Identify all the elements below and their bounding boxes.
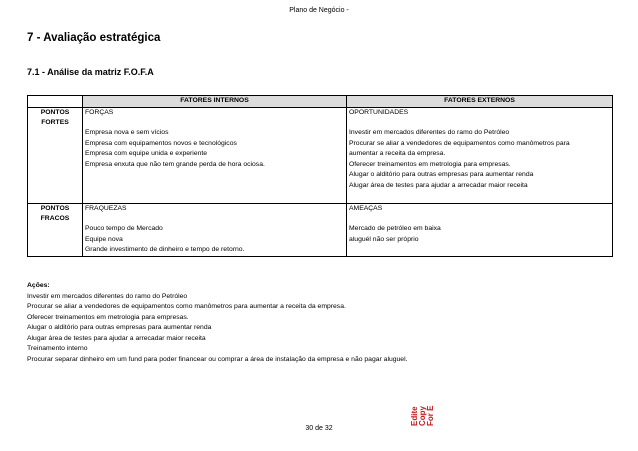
watermark-line: For E bbox=[426, 405, 435, 426]
acoes-item: Investir em mercados diferentes do ramo do Petróleo bbox=[27, 292, 188, 300]
ameacas-item: aluguél não ser próprio bbox=[349, 235, 419, 243]
row-label-pontos-fortes bbox=[28, 107, 83, 203]
acoes-item: Oferecer treinamentos em metrologia para empresas. bbox=[27, 313, 189, 321]
forcas-item: Empresa com equipe unida e experiente bbox=[85, 150, 208, 157]
forcas-title: FORÇAS bbox=[85, 108, 114, 116]
acoes-item: Alugar área de testes para ajudar a arrecadar maior receita bbox=[27, 334, 206, 342]
cell-forcas bbox=[83, 107, 347, 203]
watermark-text bbox=[411, 386, 433, 426]
ameacas-title: AMEAÇAS bbox=[349, 204, 383, 212]
forcas-item: Empresa com equipamentos novos e tecnológicos bbox=[85, 139, 237, 147]
oportunidades-item: Alugar área de testes para ajudar a arrecadar maior receita bbox=[349, 181, 528, 189]
forcas-item: Empresa enxuta que não tem grande perda de hora ociosa. bbox=[85, 160, 265, 168]
row-label-line: FORTES bbox=[41, 119, 69, 126]
oportunidades-title: OPORTUNIDADES bbox=[349, 108, 409, 116]
matrix-row-strong bbox=[28, 107, 613, 203]
document-header: Plano de Negócio - bbox=[289, 7, 349, 14]
matrix-row-weak bbox=[28, 203, 613, 256]
fraquezas-title: FRAQUEZAS bbox=[85, 204, 127, 212]
watermark-line: Edite bbox=[410, 406, 419, 426]
row-label-pontos-fracos bbox=[28, 203, 83, 256]
section-title: 7 - Avaliação estratégica bbox=[27, 32, 161, 44]
cell-ameacas bbox=[347, 203, 613, 256]
acoes-item: Procurar separar dinheiro em um fund para poder financear ou comprar a área de instalação da empresa e não pagar aluguel. bbox=[27, 355, 408, 363]
acoes-item: Treinamento interno bbox=[27, 345, 88, 352]
cell-fraquezas bbox=[83, 203, 347, 256]
acoes-section bbox=[27, 281, 407, 365]
forcas-item: Empresa nova e sem vícios bbox=[85, 129, 169, 136]
ameacas-item: Mercado de petróleo em baixa bbox=[349, 225, 441, 232]
oportunidades-item: Alugar o alditório para outras empresas para aumentar renda bbox=[349, 171, 534, 178]
oportunidades-item: Procurar se aliar a vendedores de equipamentos como manômetros para bbox=[349, 139, 570, 147]
fraquezas-item: Pouco tempo de Mercado bbox=[85, 225, 163, 232]
matrix-corner-cell bbox=[28, 96, 83, 108]
fraquezas-item: Equipe nova bbox=[85, 235, 123, 243]
oportunidades-item: aumentar a receita da empresa. bbox=[349, 150, 446, 157]
acoes-item: Alugar o alditório para outras empresas para aumentar renda bbox=[27, 324, 212, 331]
oportunidades-item: Oferecer treinamentos em metrologia para empresas. bbox=[349, 160, 511, 168]
fofa-matrix-table bbox=[27, 95, 613, 257]
cell-oportunidades bbox=[347, 107, 613, 203]
row-label-line: FRACOS bbox=[40, 215, 70, 222]
col-header-internal: FATORES INTERNOS bbox=[83, 96, 347, 108]
row-label-line: PONTOS bbox=[40, 108, 70, 116]
matrix-header-row bbox=[28, 96, 613, 108]
subsection-title: 7.1 - Análise da matriz F.O.F.A bbox=[27, 67, 154, 77]
watermark-line: Copy bbox=[418, 406, 427, 426]
oportunidades-item: Investir em mercados diferentes do ramo do Petróleo bbox=[349, 129, 510, 136]
row-label-line: PONTOS bbox=[40, 204, 70, 212]
page-number: 30 de 32 bbox=[305, 425, 333, 432]
col-header-external: FATORES EXTERNOS bbox=[347, 96, 613, 108]
acoes-item: Procurar se aliar a vendedores de equipamentos como manômetros para aumentar a receita da empresa. bbox=[27, 303, 346, 310]
fraquezas-item: Grande investimento de dinheiro e tempo de retorno. bbox=[85, 246, 245, 253]
acoes-title: Ações: bbox=[27, 282, 50, 289]
